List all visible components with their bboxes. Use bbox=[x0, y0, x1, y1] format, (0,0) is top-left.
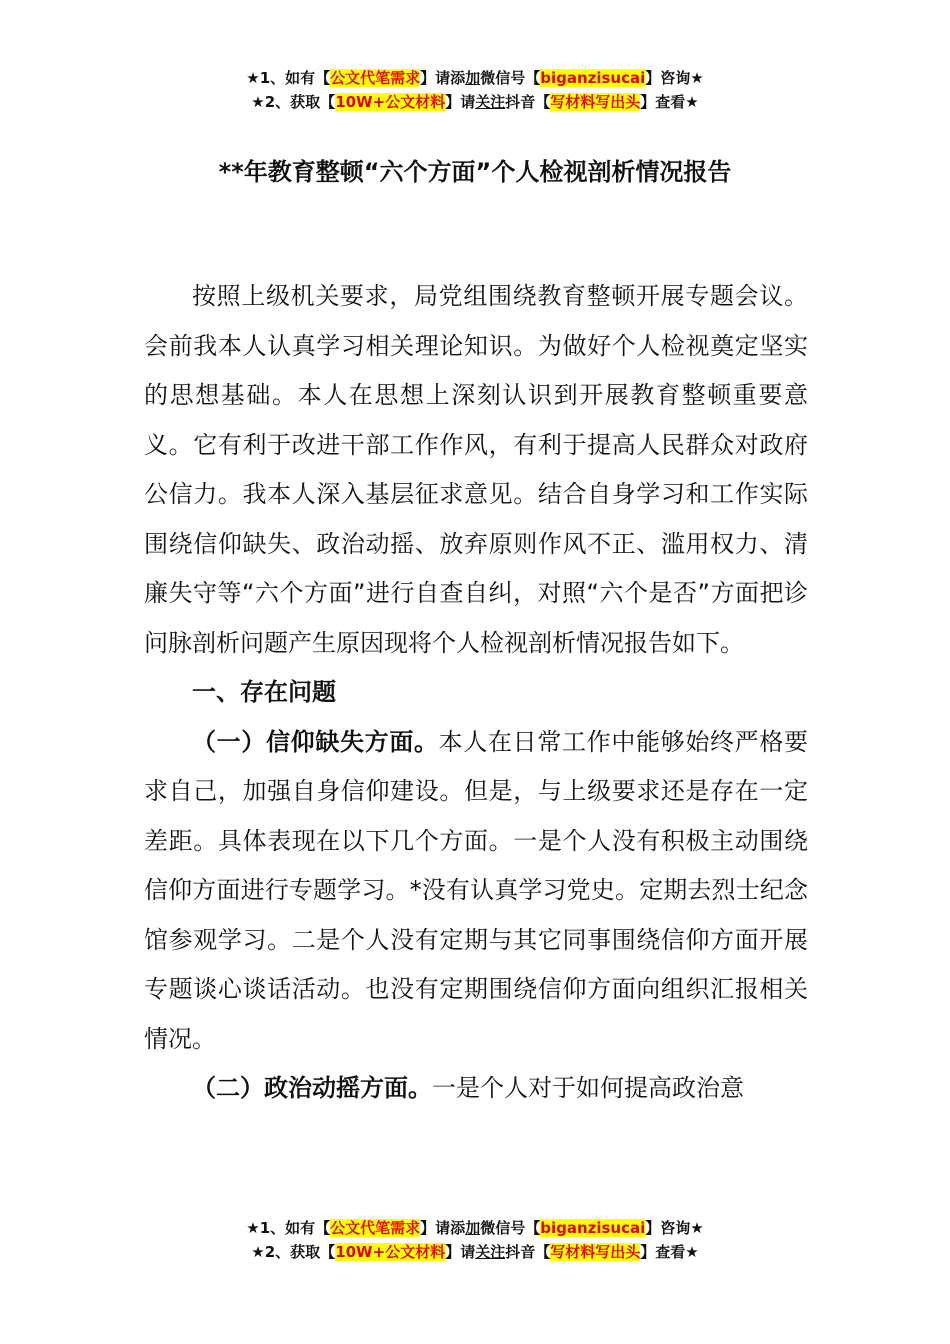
banner-text: 2、获取【 bbox=[264, 93, 336, 111]
banner-text: 】查看★ bbox=[640, 1243, 699, 1261]
banner-text: 微信号【 bbox=[480, 69, 541, 87]
highlight-materials: 10W+公文材料 bbox=[335, 1243, 446, 1261]
banner-text: 抖音【 bbox=[505, 93, 551, 111]
star-icon: ★ bbox=[246, 69, 260, 87]
highlight-douyin: 写材料写出头 bbox=[550, 1243, 641, 1261]
banner-text: 】请 bbox=[445, 93, 476, 111]
section-heading: 一、存在问题 bbox=[192, 678, 336, 706]
banner-text: 】查看★ bbox=[640, 93, 699, 111]
highlight-wechat-id: biganzisucai bbox=[540, 69, 646, 87]
banner-line-1 bbox=[0, 1216, 950, 1240]
banner-text: 1、如有【 bbox=[259, 1219, 331, 1237]
banner-text: 】请 bbox=[445, 1243, 476, 1261]
highlight-service: 公文代笔需求 bbox=[330, 1219, 421, 1237]
banner-text: 微信号【 bbox=[480, 1219, 541, 1237]
highlight-douyin: 写材料写出头 bbox=[550, 93, 641, 111]
star-icon: ★ bbox=[251, 1243, 265, 1261]
document-title: **年教育整顿“六个方面”个人检视剖析情况报告 bbox=[218, 158, 732, 186]
banner-underlined: 加 bbox=[465, 1219, 481, 1237]
star-icon: ★ bbox=[246, 1219, 260, 1237]
highlight-wechat-id: biganzisucai bbox=[540, 1219, 646, 1237]
highlight-materials: 10W+公文材料 bbox=[335, 93, 446, 111]
star-icon: ★ bbox=[251, 93, 265, 111]
top-banner bbox=[0, 66, 950, 114]
banner-underlined: 关注 bbox=[475, 1243, 506, 1261]
banner-text: 】咨询★ bbox=[645, 1219, 704, 1237]
banner-text: 2、获取【 bbox=[264, 1243, 336, 1261]
item-text: 本人在日常工作中能够始终严格要求自己，加强自身信仰建设。但是，与上级要求还是存在一定差距。具体表现在以下几个方面。一是个人没有积极主动围绕信仰方面进行专题学习。*没有认真学习党史。定期去烈士纪念馆参观学习。二是个人没有定期与其它同事围绕信仰方面开展专题谈心谈话活动。也没有定期围绕信仰方面向组织汇报相关情况。 bbox=[144, 727, 809, 1053]
banner-line-1 bbox=[0, 66, 950, 90]
bottom-banner bbox=[0, 1216, 950, 1264]
banner-line-2 bbox=[0, 1240, 950, 1264]
intro-paragraph: 按照上级机关要求，局党组围绕教育整顿开展专题会议。会前我本人认真学习相关理论知识。为做好个人检视奠定坚实的思想基础。本人在思想上深刻认识到开展教育整顿重要意义。它有利于改进干部工作作风，有利于提高人民群众对政府公信力。我本人深入基层征求意见。结合自身学习和工作实际围绕信仰缺失、政治动摇、放弃原则作风不正、滥用权力、清廉失守等“六个方面”进行自查自纠，对照“六个是否”方面把诊问脉剖析问题产生原因现将个人检视剖析情况报告如下。 bbox=[144, 282, 808, 657]
highlight-service: 公文代笔需求 bbox=[330, 69, 421, 87]
item-paragraph-2 bbox=[144, 1064, 808, 1114]
banner-text: 】咨询★ bbox=[645, 69, 704, 87]
banner-text: 】请添 bbox=[420, 69, 466, 87]
banner-text: 抖音【 bbox=[505, 1243, 551, 1261]
banner-underlined: 关注 bbox=[475, 93, 506, 111]
item-lead: （一）信仰缺失方面。 bbox=[192, 727, 439, 756]
item-lead: （二）政治动摇方面。 bbox=[192, 1074, 432, 1102]
banner-underlined: 加 bbox=[465, 69, 481, 87]
banner-text: 1、如有【 bbox=[259, 69, 331, 87]
item-paragraph-1 bbox=[144, 718, 808, 1065]
item-text: 一是个人对于如何提高政治意 bbox=[432, 1074, 744, 1102]
document-body bbox=[144, 272, 808, 1114]
banner-text: 】请添 bbox=[420, 1219, 466, 1237]
banner-line-2 bbox=[0, 90, 950, 114]
